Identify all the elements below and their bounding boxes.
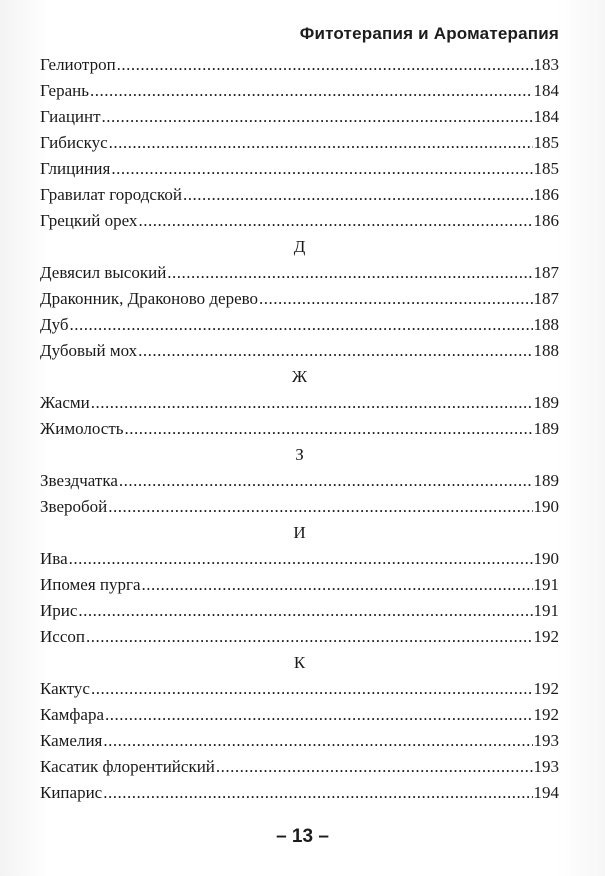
toc-entry-page: 188 bbox=[533, 341, 559, 360]
toc-entry-title: Глициния bbox=[40, 159, 111, 178]
toc-leader-dots bbox=[117, 52, 533, 78]
toc-entry-page: 186 bbox=[533, 185, 559, 204]
toc-leader-dots bbox=[138, 338, 532, 364]
toc-entry bbox=[40, 572, 559, 598]
toc-entry bbox=[40, 468, 559, 494]
toc-entry bbox=[40, 312, 559, 338]
toc-entry-page: 191 bbox=[533, 575, 559, 594]
toc-entry-page: 190 bbox=[533, 549, 559, 568]
toc-leader-dots bbox=[103, 780, 532, 806]
toc-entry bbox=[40, 338, 559, 364]
toc-section-zh bbox=[40, 364, 559, 442]
toc-entry-title: Ирис bbox=[40, 601, 78, 620]
toc-entry bbox=[40, 130, 559, 156]
toc-entry-title: Иссоп bbox=[40, 627, 85, 646]
toc-entry bbox=[40, 390, 559, 416]
toc-entry bbox=[40, 676, 559, 702]
toc-entry-title: Дуб bbox=[40, 315, 69, 334]
page-number: – 13 – bbox=[276, 826, 329, 847]
toc-section-letter: К bbox=[293, 653, 306, 672]
toc-leader-dots bbox=[90, 78, 533, 104]
toc-leader-dots bbox=[86, 624, 533, 650]
toc-leader-dots bbox=[111, 156, 532, 182]
toc-entry bbox=[40, 78, 559, 104]
toc-entry bbox=[40, 416, 559, 442]
toc-entry-page: 192 bbox=[533, 679, 559, 698]
toc-entry-page: 188 bbox=[533, 315, 559, 334]
toc-leader-dots bbox=[142, 572, 533, 598]
toc-section-g bbox=[40, 52, 559, 234]
toc-entry-title: Гравилат городской bbox=[40, 185, 182, 204]
toc-section-z bbox=[40, 442, 559, 520]
toc-entry-page: 189 bbox=[533, 419, 559, 438]
toc-entry-title: Кактус bbox=[40, 679, 90, 698]
toc-entry-title: Герань bbox=[40, 81, 89, 100]
toc-entry-title: Гелиотроп bbox=[40, 55, 116, 74]
toc-entry bbox=[40, 754, 559, 780]
toc-entry-title: Жасми bbox=[40, 393, 90, 412]
toc-leader-dots bbox=[102, 104, 533, 130]
toc-section-letter: И bbox=[293, 523, 306, 542]
toc-entry-page: 190 bbox=[533, 497, 559, 516]
toc-entry bbox=[40, 104, 559, 130]
toc-entry-title: Гибискус bbox=[40, 133, 108, 152]
toc-entry-page: 186 bbox=[533, 211, 559, 230]
toc-entry-page: 189 bbox=[533, 393, 559, 412]
toc-entry-page: 184 bbox=[533, 107, 559, 126]
toc-entry-title: Гиацинт bbox=[40, 107, 101, 126]
toc-leader-dots bbox=[119, 468, 533, 494]
toc-entry-page: 193 bbox=[533, 757, 559, 776]
toc-entry bbox=[40, 156, 559, 182]
toc-leader-dots bbox=[91, 390, 533, 416]
toc-entry-title: Звездчатка bbox=[40, 471, 118, 490]
toc-section-d bbox=[40, 234, 559, 364]
toc-entry-title: Камелия bbox=[40, 731, 103, 750]
toc-section-i bbox=[40, 520, 559, 650]
toc-entry-title: Ива bbox=[40, 549, 68, 568]
toc-entry-title: Зверобой bbox=[40, 497, 108, 516]
toc-entry bbox=[40, 52, 559, 78]
toc-entry-page: 185 bbox=[533, 159, 559, 178]
toc-entry-page: 192 bbox=[533, 627, 559, 646]
toc-entry-title: Драконник, Драконово дерево bbox=[40, 289, 259, 308]
toc-leader-dots bbox=[69, 546, 533, 572]
toc-leader-dots bbox=[167, 260, 532, 286]
toc-entry-page: 189 bbox=[533, 471, 559, 490]
toc-entry-page: 183 bbox=[533, 55, 559, 74]
toc-entry-title: Ипомея пурга bbox=[40, 575, 141, 594]
toc-entry-title: Камфара bbox=[40, 705, 105, 724]
toc-entry bbox=[40, 208, 559, 234]
toc-entry bbox=[40, 260, 559, 286]
toc-leader-dots bbox=[138, 208, 532, 234]
toc-section-k bbox=[40, 650, 559, 806]
toc-leader-dots bbox=[70, 312, 533, 338]
toc-entry-title: Касатик флорентийский bbox=[40, 757, 215, 776]
toc-leader-dots bbox=[109, 130, 533, 156]
toc-entry bbox=[40, 702, 559, 728]
toc-entry-title: Грецкий орех bbox=[40, 211, 138, 230]
toc-entry bbox=[40, 494, 559, 520]
toc-leader-dots bbox=[216, 754, 533, 780]
toc-entry bbox=[40, 728, 559, 754]
toc-leader-dots bbox=[108, 494, 532, 520]
toc-entry-page: 194 bbox=[533, 783, 559, 802]
toc-entry bbox=[40, 286, 559, 312]
toc-entry-page: 192 bbox=[533, 705, 559, 724]
running-header: Фитотерапия и Ароматерапия bbox=[299, 24, 559, 43]
toc-entry bbox=[40, 598, 559, 624]
toc-section-letter: Ж bbox=[291, 367, 308, 386]
toc-leader-dots bbox=[103, 728, 532, 754]
toc-entry bbox=[40, 624, 559, 650]
toc-entry-page: 191 bbox=[533, 601, 559, 620]
toc-leader-dots bbox=[91, 676, 533, 702]
toc-leader-dots bbox=[125, 416, 533, 442]
toc-entry bbox=[40, 182, 559, 208]
toc-entry bbox=[40, 780, 559, 806]
toc-entry-page: 187 bbox=[533, 263, 559, 282]
toc-entry bbox=[40, 546, 559, 572]
toc-entry-page: 185 bbox=[533, 133, 559, 152]
toc-entry-title: Девясил высокий bbox=[40, 263, 167, 282]
toc-entry-title: Дубовый мох bbox=[40, 341, 138, 360]
toc-entry-title: Кипарис bbox=[40, 783, 103, 802]
toc-leader-dots bbox=[78, 598, 532, 624]
toc-entry-title: Жимолость bbox=[40, 419, 124, 438]
toc-entry-page: 187 bbox=[533, 289, 559, 308]
toc-leader-dots bbox=[259, 286, 532, 312]
table-of-contents bbox=[40, 52, 559, 806]
toc-entry-page: 193 bbox=[533, 731, 559, 750]
toc-entry-page: 184 bbox=[533, 81, 559, 100]
toc-leader-dots bbox=[183, 182, 533, 208]
toc-section-letter: З bbox=[295, 445, 304, 464]
toc-leader-dots bbox=[105, 702, 532, 728]
toc-section-letter: Д bbox=[293, 237, 306, 256]
